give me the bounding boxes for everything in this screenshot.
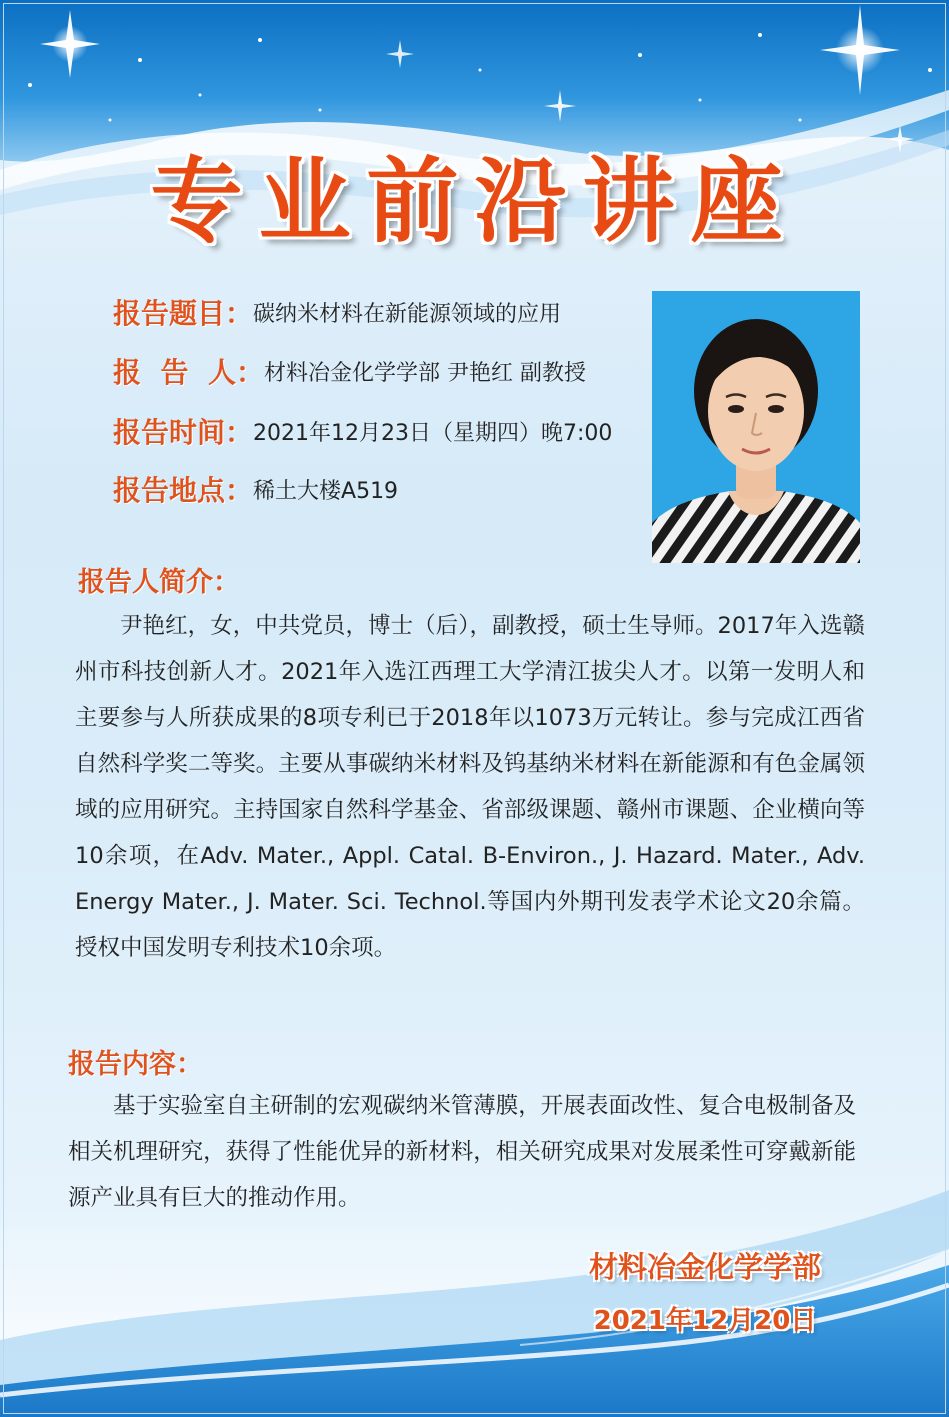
speaker-value: 材料冶金化学学部 尹艳红 副教授 xyxy=(264,360,586,386)
location-value: 稀土大楼A519 xyxy=(253,478,399,504)
footer-date: 2021年12月20日 xyxy=(593,1306,817,1336)
time-label: 报告时间： xyxy=(113,416,254,449)
bio-heading: 报告人简介： xyxy=(78,567,240,598)
speaker-portrait-icon xyxy=(652,291,860,563)
content-heading: 报告内容： xyxy=(68,1049,203,1080)
topic-label: 报告题目： xyxy=(113,297,254,330)
bio-paragraph: 尹艳红，女，中共党员，博士（后），副教授，硕士生导师。2017年入选赣州市科技创新人才。2021年入选江西理工大学清江拔尖人才。以第一发明人和主要参与人所获成果的8项专利已于2018年以1073万元转让。参与完成江西省自然科学奖二等奖。主要从事碳纳米材料及钨基纳米材料在新能源和有色金属领域的应用研究。主持国家自然科学基金、省部级课题、赣州市课题、企业横向等10余项，在Adv. Mater., Appl. Catal. B-Environ., J. Hazard. Mater., Adv. Energy Mater., J. Mater. Sci. Technol.等国内外期刊发表学术论文20余篇。授权中国发明专利技术10余项。 xyxy=(75,613,865,961)
content-paragraph: 基于实验室自主研制的宏观碳纳米管薄膜，开展表面改性、复合电极制备及相关机理研究，获得了性能优异的新材料，相关研究成果对发展柔性可穿戴新能源产业具有巨大的推动作用。 xyxy=(68,1093,856,1211)
topic-value: 碳纳米材料在新能源领域的应用 xyxy=(253,301,562,327)
info-row-topic xyxy=(113,292,561,332)
info-row-speaker xyxy=(113,351,586,391)
poster-title: 专业前沿讲座 xyxy=(150,148,799,255)
info-row-location xyxy=(113,469,398,509)
footer-department: 材料冶金化学学部 xyxy=(588,1250,821,1284)
location-label: 报告地点： xyxy=(113,474,254,507)
speaker-label: 报 告 人： xyxy=(113,356,264,389)
time-value: 2021年12月23日（星期四）晚7:00 xyxy=(253,420,613,446)
info-row-time xyxy=(113,411,612,451)
speaker-photo xyxy=(652,291,860,563)
